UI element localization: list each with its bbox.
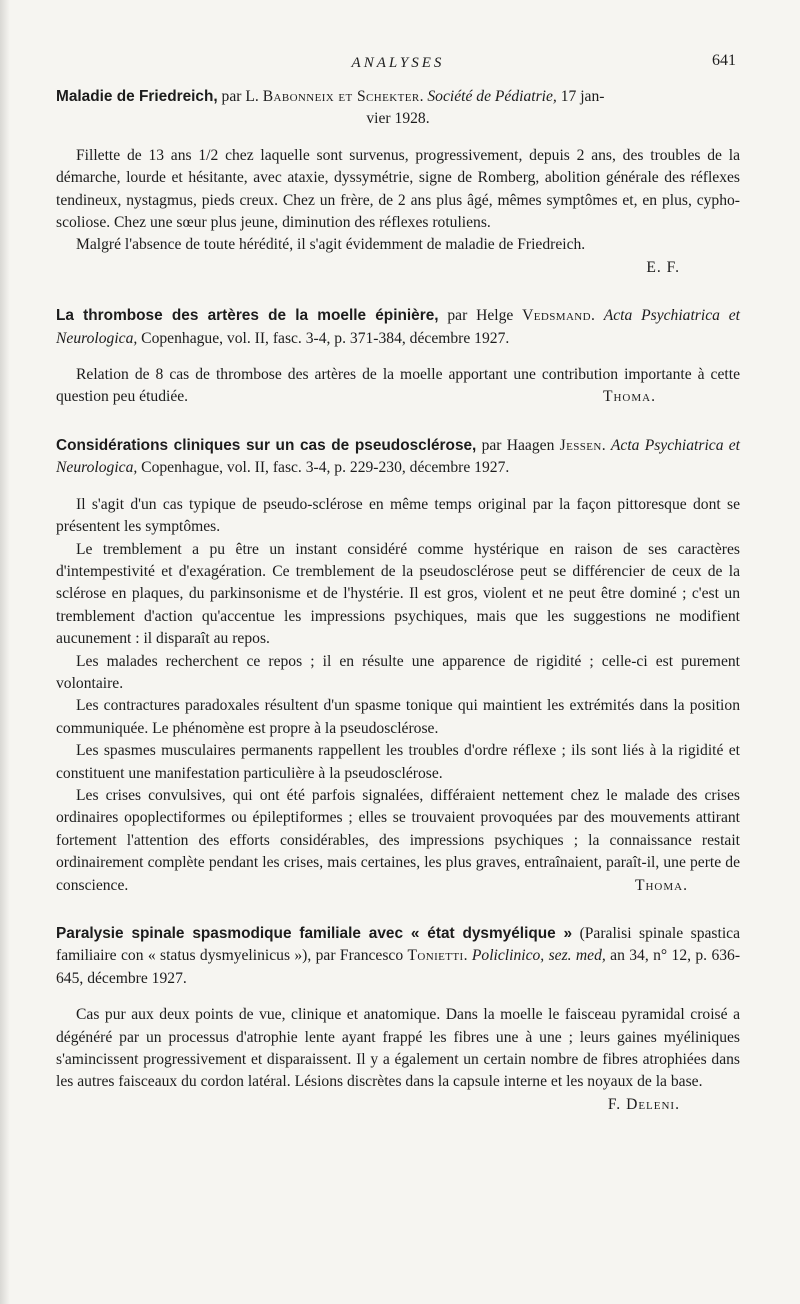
article-journal: Acta Psychiatrica et Neurologica, bbox=[56, 436, 741, 477]
article-paralysie bbox=[56, 923, 740, 1116]
article-heading bbox=[56, 435, 740, 480]
article-meta: par L. bbox=[217, 88, 263, 105]
article-title: Maladie de Friedreich, bbox=[56, 88, 218, 105]
article-meta: par Haagen bbox=[476, 436, 560, 454]
article-paragraph: Les contractures paradoxales résultent d'un spasme tonique qui maintient les extrémités dans la position communiquée. Le phénomène est propre à la pseudosclérose. bbox=[56, 697, 740, 737]
article-paragraph-text: Relation de 8 cas de thrombose des artères de la moelle apportant une contribution importante à cette question peu étudiée. bbox=[56, 366, 740, 406]
article-signature: Thoma. bbox=[602, 388, 656, 406]
article-signature: E. F. bbox=[646, 258, 680, 276]
article-signature: F. Deleni. bbox=[607, 1095, 680, 1113]
article-paragraph: Les malades recherchent ce repos ; il en résulte une apparence de rigidité ; celle-ci est purement volontaire. bbox=[56, 652, 740, 692]
article-authors: Babonneix et Schekter bbox=[262, 88, 420, 105]
page-edge bbox=[0, 0, 10, 1304]
article-thrombose bbox=[56, 305, 740, 409]
article-title: Paralysie spinale spasmodique familiale avec « état dysmyélique » bbox=[56, 925, 573, 942]
article-authors: Tonietti bbox=[407, 947, 464, 965]
article-signature: Thoma. bbox=[634, 876, 688, 894]
article-paragraph: Malgré l'absence de toute hérédité, il s'agit évidemment de maladie de Friedreich. bbox=[76, 236, 586, 254]
article-paragraph: Il s'agit d'un cas typique de pseudo-sclérose en même temps original par la façon pittoresque dont se présentent les symptômes. bbox=[56, 495, 740, 536]
article-meta: (Paralisi spinale spastica familiaire con « status dysmyelinicus »), par Francesco bbox=[56, 925, 740, 965]
article-journal: Société de Pédiatrie, bbox=[427, 88, 557, 105]
article-paragraph: Le tremblement a pu être un instant considéré comme hystérique en raison de ses caractères d'intempestivité et d'exagération. Ce tremblement de la pseudosclérose peut se différencier de ceux de la sclérose en plaques, du parkinsonisme et de l'hystérie. Il est gros, violent et ne peut être dominé ; c'est un tremblement d'action qu'accentue les impressions psychiques, mais que les suggestions ne modifient aucunement : il disparaît au repos. bbox=[56, 540, 740, 648]
article-heading bbox=[56, 305, 740, 350]
article-paragraph bbox=[56, 364, 740, 409]
article-meta: . bbox=[591, 307, 604, 325]
article-details: Copenhague, vol. II, fasc. 3-4, p. 371-384, décembre 1927. bbox=[137, 329, 510, 347]
article-details: an 34, n° 12, p. 636-645, décembre 1927. bbox=[56, 947, 741, 987]
article-title: La thrombose des artères de la moelle épinière, bbox=[56, 307, 439, 325]
article-title: Considérations cliniques sur un cas de pseudosclérose, bbox=[56, 436, 477, 454]
article-friedreich bbox=[56, 86, 740, 279]
article-date: 17 jan- bbox=[556, 88, 605, 105]
article-details: Copenhague, vol. II, fasc. 3-4, p. 229-230, décembre 1927. bbox=[137, 459, 510, 477]
article-authors: Vedsmand bbox=[522, 307, 591, 325]
article-meta: . bbox=[463, 947, 472, 965]
article-date-cont: vier 1928. bbox=[366, 110, 430, 128]
article-paragraph: Les spasmes musculaires permanents rappellent les troubles d'ordre réflexe ; ils sont liés à la rigidité et constituent une manifestation particulière à la pseudosclérose. bbox=[56, 742, 740, 782]
article-authors: Jessen bbox=[559, 436, 602, 454]
article-paragraph bbox=[56, 785, 740, 897]
article-meta: . bbox=[419, 88, 428, 105]
article-journal: Policlinico, sez. med, bbox=[471, 947, 606, 965]
article-heading bbox=[56, 86, 740, 131]
article-meta: . bbox=[601, 436, 611, 454]
article-heading bbox=[56, 923, 740, 990]
article-paragraph-text: Les crises convulsives, qui ont été parfois signalées, différaient nettement chez le malade des crises ordinaires opoplectiformes ou épileptiformes ; elles se trouvaient provoquées par des mouvements attirant fortement l'attention des efforts considérables, des impressions psychiques ; la connaissance restait ordinairement complète pendant les crises, mais certaines, les plus graves, entraînaient, paraît-il, une perte de conscience. bbox=[56, 786, 740, 894]
article-paragraph: Cas pur aux deux points de vue, clinique et anatomique. Dans la moelle le faisceau pyramidal croisé a dégénéré par un processus d'atrophie lente ayant frappé les fibres une à une ; leurs gaines myéliniques s'amincissent progressivement et disparaissent. Il y a également un certain nombre de fibres atrophiées dans les autres faisceaux du cordon latéral. Lésions discrètes dans la capsule interne et les noyaux de la base. bbox=[56, 1006, 740, 1091]
page bbox=[56, 46, 740, 1142]
article-meta: par Helge bbox=[438, 307, 523, 325]
page-number: 641 bbox=[712, 52, 736, 69]
article-journal: Acta Psychiatrica et Neurologica, bbox=[56, 307, 740, 347]
article-pseudosclerose bbox=[56, 435, 740, 897]
running-head bbox=[56, 46, 740, 76]
article-paragraph: Fillette de 13 ans 1/2 chez laquelle sont survenus, progressivement, depuis 2 ans, des troubles de la démarche, lourde et hésitante, avec ataxie, dyssymétrie, signe de Romberg, abolition générale des réflexes tendineux, nystagmus, pieds creux. Chez un frère, de 2 ans plus âgé, mêmes symptômes et, en plus, cypho-scoliose. Chez une sœur plus jeune, diminution des réflexes rotuliens. bbox=[56, 146, 740, 232]
running-title: ANALYSES bbox=[351, 55, 445, 71]
